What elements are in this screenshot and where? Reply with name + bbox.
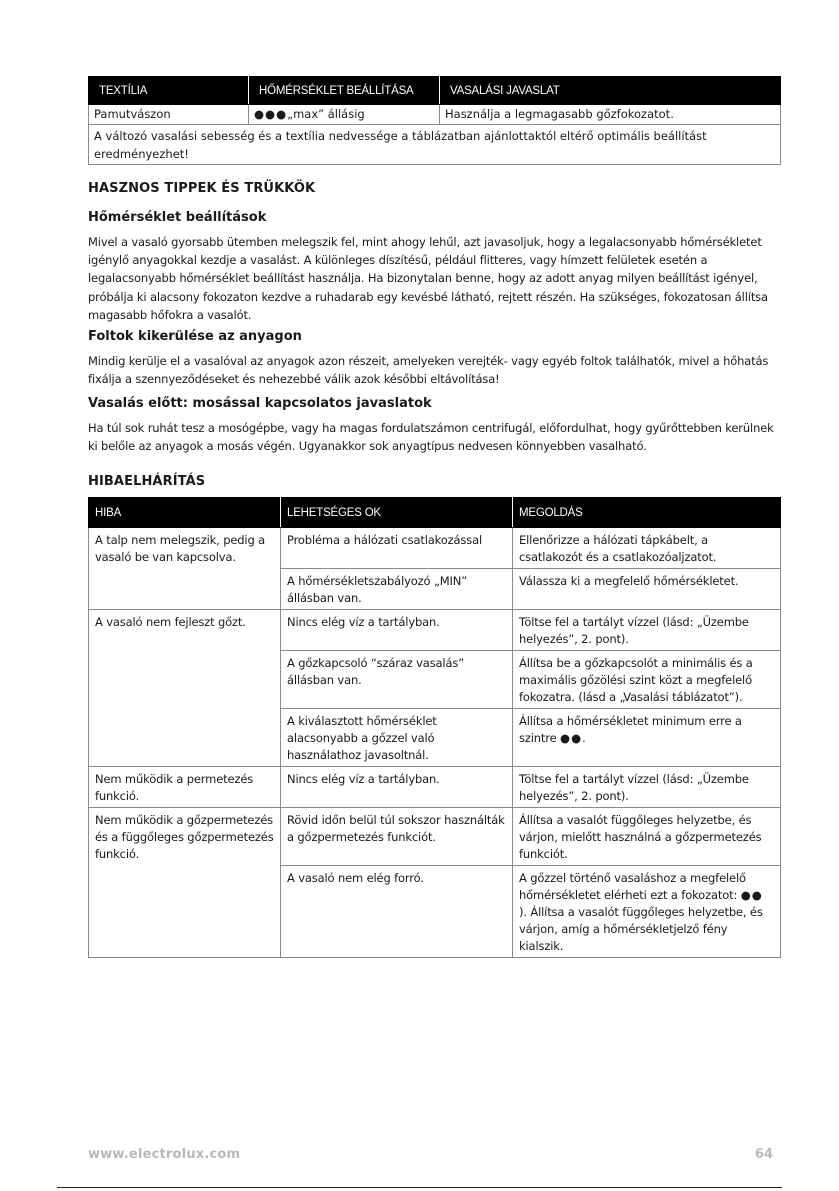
table-row xyxy=(89,767,781,808)
troubleshooting-header xyxy=(89,498,781,528)
cell-solution: Válassza ki a megfelelő hőmérsékletet. xyxy=(513,569,781,610)
tips-title: HASZNOS TIPPEK ÉS TRÜKKÖK xyxy=(88,181,316,196)
section-heading-washing: Vasalás előtt: mosással kapcsolatos javaslatok xyxy=(88,396,432,411)
cell-cause: Rövid időn belül túl sokszor használták a gőzpermetezés funkciót. xyxy=(281,808,513,866)
cell-solution: Állítsa be a gőzkapcsolót a minimális és a maximális gőzölési szint közt a megfelelő fokozatra. (lásd a „Vasalási táblázatot”). xyxy=(513,651,781,709)
cell-cause: Nincs elég víz a tartályban. xyxy=(281,610,513,651)
cell-cause: A hőmérsékletszabályozó „MIN” állásban van. xyxy=(281,569,513,610)
cell-solution: Töltse fel a tartályt vízzel (lásd: „Üzembe helyezés”, 2. pont). xyxy=(513,767,781,808)
cell-solution xyxy=(513,709,781,767)
section-text-stains: Mindig kerülje el a vasalóval az anyagok azon részeit, amelyeken verejték- vagy egyéb foltok találhatók, mivel a hőhatás fixálja a szennyeződéseket és nehezebbé válik azok későbbi eltávolítása! xyxy=(88,354,769,387)
temperature-dots-icon: ●●● xyxy=(254,107,288,121)
cell-cause: A kiválasztott hőmérséklet alacsonyabb a gőzzel való használathoz javasoltnál. xyxy=(281,709,513,767)
troubleshooting-table xyxy=(88,497,781,958)
setting-text: „max” állásig xyxy=(287,107,365,121)
cell-textile: Pamutvászon xyxy=(89,105,249,125)
cell-problem: Nem működik a permetezés funkció. xyxy=(89,767,281,808)
textile-table xyxy=(88,76,781,165)
cell-problem: A vasaló nem fejleszt gőzt. xyxy=(89,610,281,767)
header-temperature: HŐMÉRSÉKLET BEÁLLÍTÁSA xyxy=(249,77,440,105)
table-row xyxy=(89,610,781,651)
troubleshooting-table-wrap xyxy=(88,497,781,958)
table-note-row xyxy=(89,125,781,165)
solution-text: A gőzzel történő vasaláshoz a megfelelő hőmérsékletet elérheti ezt a fokozatot: xyxy=(519,871,746,902)
page-number: 64 xyxy=(754,1147,773,1162)
footer-url: www.electrolux.com xyxy=(88,1147,241,1162)
cell-problem: A talp nem melegszik, pedig a vasaló be van kapcsolva. xyxy=(89,528,281,610)
header-advice: VASALÁSI JAVASLAT xyxy=(440,77,781,105)
section-text-temperature: Mivel a vasaló gyorsabb ütemben melegszik fel, mint ahogy lehűl, azt javasoljuk, hogy a legalacsonyabb hőmérsékletet igénylő anyagokkal kezdje a vasalást. A különleges díszítésű, például flitteres, vagy hímzett felületek esetén a legalacsonyabb hőmérséklet beállítást használja. Ha bizonytalan benne, hogy az adott anyag milyen beállítást igényel, próbálja ki alacsony fokozaton kezdve a ruhadarab egy kevésbé látható, rejtett részén. Ha szükséges, fokozatosan állítsa magasabb hőfokra a vasalót. xyxy=(88,235,768,322)
cell-cause: A vasaló nem elég forró. xyxy=(281,866,513,958)
temperature-dots-icon: ●●. xyxy=(560,731,587,745)
solution-text: ). Állítsa a vasalót függőleges helyzetbe, és várjon, amíg a hőmérsékletjelző fény kialszik. xyxy=(519,905,763,953)
cell-cause: A gőzkapcsoló “száraz vasalás” állásban van. xyxy=(281,651,513,709)
cell-solution: Töltse fel a tartályt vízzel (lásd: „Üzembe helyezés”, 2. pont). xyxy=(513,610,781,651)
cell-problem: Nem működik a gőzpermetezés és a függőleges gőzpermetezés funkció. xyxy=(89,808,281,958)
troubleshooting-title: HIBAELHÁRÍTÁS xyxy=(88,474,206,489)
textile-table-header xyxy=(89,77,781,105)
section-text-washing: Ha túl sok ruhát tesz a mosógépbe, vagy ha magas fordulatszámon centrifugál, előfordulhat, hogy gyűrőttebben kerülnek ki belőle az anyagok a mosás végén. Ugyanakkor sok anyagtípus nedvesen könnyebben vasalható. xyxy=(88,421,774,454)
header-textile: TEXTÍLIA xyxy=(89,77,249,105)
cell-cause: Probléma a hálózati csatlakozással xyxy=(281,528,513,569)
footer-divider xyxy=(57,1187,782,1188)
header-cause: LEHETSÉGES OK xyxy=(281,498,513,528)
cell-solution: Ellenőrizze a hálózati tápkábelt, a csatlakozót és a csatlakozóaljzatot. xyxy=(513,528,781,569)
table-row xyxy=(89,808,781,866)
cell-solution: Állítsa a vasalót függőleges helyzetbe, és várjon, mielőtt használná a gőzpermetezés funkciót. xyxy=(513,808,781,866)
cell-cause: Nincs elég víz a tartályban. xyxy=(281,767,513,808)
header-solution: MEGOLDÁS xyxy=(513,498,781,528)
section-heading-temperature: Hőmérséklet beállítások xyxy=(88,210,267,225)
header-problem: HIBA xyxy=(89,498,281,528)
cell-setting xyxy=(249,105,440,125)
cell-advice: Használja a legmagasabb gőzfokozatot. xyxy=(440,105,781,125)
table-row xyxy=(89,528,781,569)
solution-text: Állítsa a hőmérsékletet minimum erre a szintre xyxy=(519,714,742,745)
page-content xyxy=(88,76,780,165)
table-row xyxy=(89,105,781,125)
temperature-dots-icon: ●● xyxy=(740,888,763,902)
table-note: A változó vasalási sebesség és a textília nedvessége a táblázatban ajánlottaktól eltérő optimális beállítást eredményezhet! xyxy=(89,125,781,165)
cell-solution xyxy=(513,866,781,958)
section-heading-stains: Foltok kikerülése az anyagon xyxy=(88,329,302,344)
